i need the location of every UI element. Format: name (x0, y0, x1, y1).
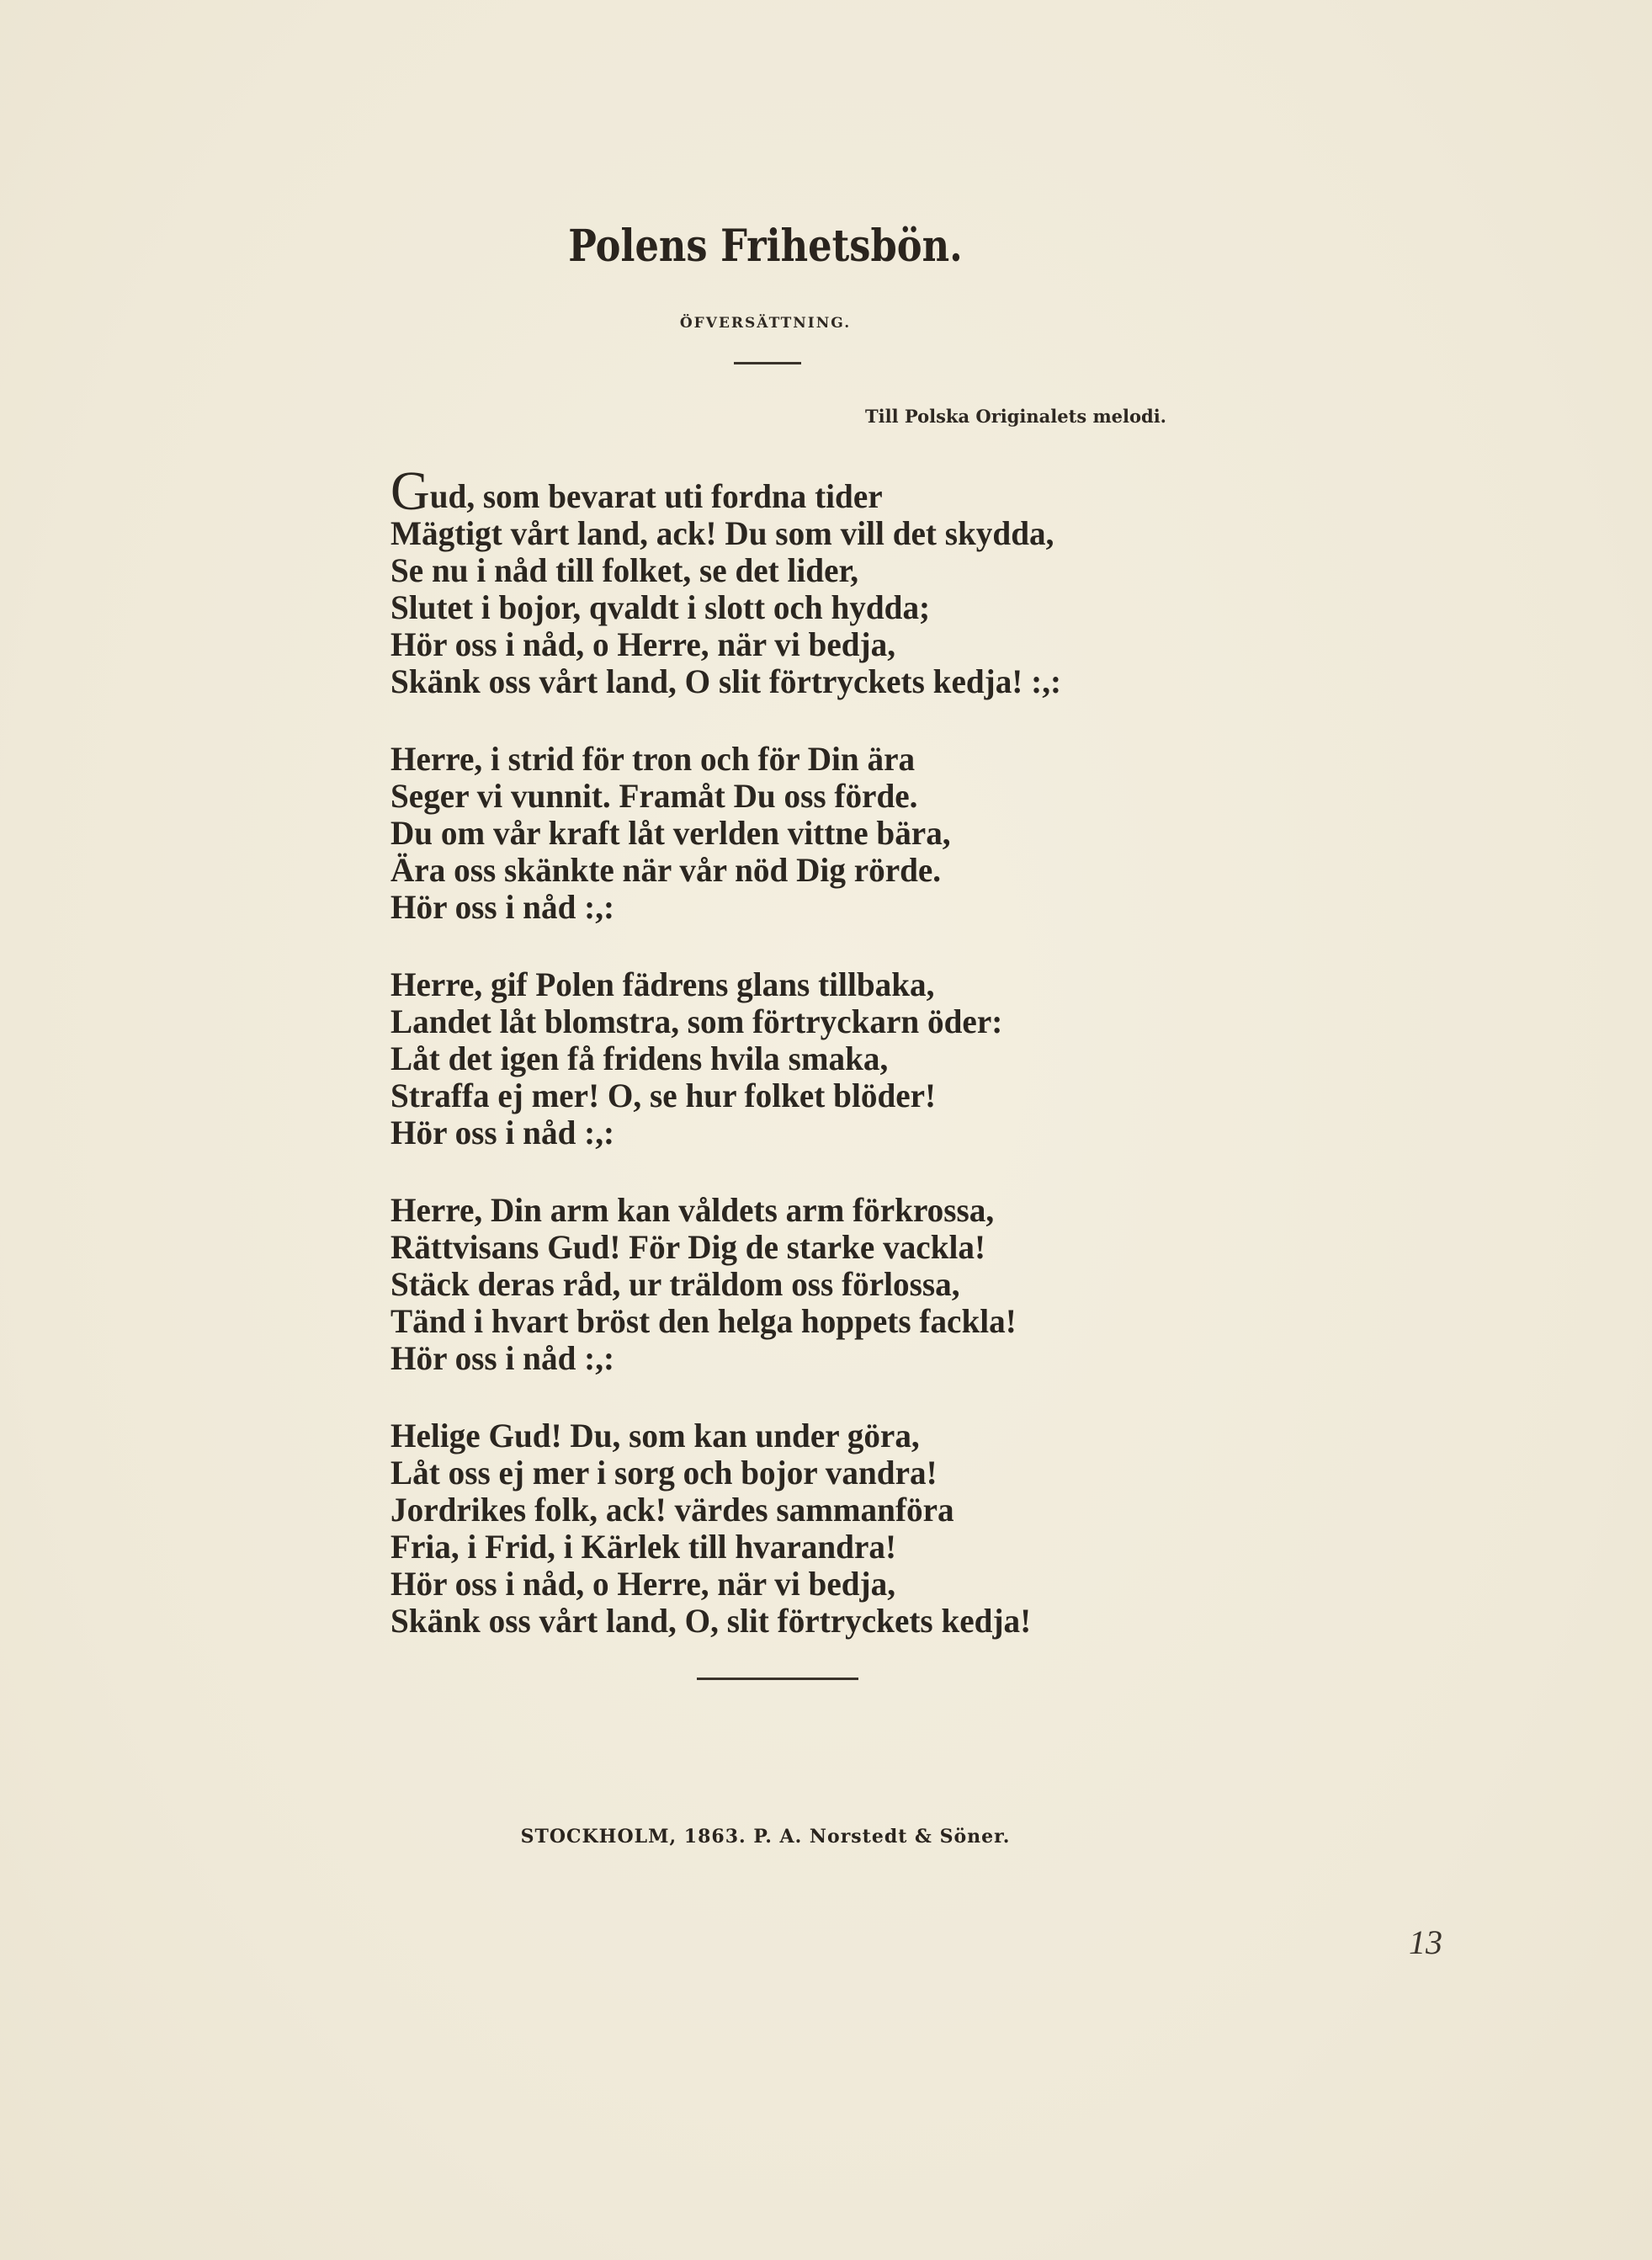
verse-line: Landet låt blomstra, som förtryckarn öder: (390, 1002, 1003, 1040)
stanza-2 (390, 741, 1283, 926)
poem-body (390, 460, 1283, 1680)
verse-line: Straffa ej mer! O, se hur folket blöder! (390, 1077, 937, 1114)
title-divider (734, 362, 801, 364)
verse-line: Helige Gud! Du, som kan under göra, (390, 1417, 920, 1454)
stanza-4 (390, 1192, 1283, 1377)
verse-line: Tänd i hvart bröst den helga hoppets fackla! (390, 1302, 1017, 1340)
verse-line: Skänk oss vårt land, O slit förtryckets kedja! :,: (390, 662, 1062, 700)
page-number: 13 (1409, 1923, 1442, 1961)
verse-line: Låt oss ej mer i sorg och bojor vandra! (390, 1454, 938, 1492)
verse-line: Seger vi vunnit. Framåt Du oss förde. (390, 777, 918, 815)
verse-line: Hör oss i nåd, o Herre, när vi bedja, (390, 625, 896, 663)
verse-line: Mägtigt vårt land, ack! Du som vill det skydda, (390, 514, 1054, 552)
poem-title: Polens Frihetsbön. (568, 221, 963, 272)
verse-line (390, 460, 1265, 522)
verse-line: Stäck deras råd, ur träldom oss förlossa, (390, 1265, 960, 1303)
verse-line: Hör oss i nåd, o Herre, när vi bedja, (390, 1565, 896, 1603)
verse-line: Jordrikes folk, ack! värdes sammanföra (390, 1491, 954, 1529)
verse-line: Hör oss i nåd :,: (390, 888, 615, 926)
verse-line-text: ud, som bevarat uti fordna tider (429, 477, 883, 515)
verse-line: Se nu i nåd till folket, se det lider, (390, 551, 859, 589)
stanza-1 (390, 460, 1283, 700)
verse-line: Rättvisans Gud! För Dig de starke vackla! (390, 1228, 986, 1266)
verse-line: Herre, i strid för tron och för Din ära (390, 740, 916, 778)
verse-line: Herre, gif Polen fädrens glans tillbaka, (390, 965, 935, 1003)
verse-line: Slutet i bojor, qvaldt i slott och hydda; (390, 588, 931, 626)
melody-note: Till Polska Originalets melodi. (865, 406, 1166, 427)
verse-line: Hör oss i nåd :,: (390, 1339, 615, 1377)
poem-subtitle: ÖFVERSÄTTNING. (679, 315, 852, 332)
verse-line: Skänk oss vårt land, O, slit förtryckets kedja! (390, 1602, 1032, 1640)
verse-line: Fria, i Frid, i Kärlek till hvarandra! (390, 1528, 897, 1566)
drop-initial: G (390, 460, 430, 522)
verse-line: Du om vår kraft låt verlden vittne bära, (390, 814, 951, 852)
verse-line: Ära oss skänkte när vår nöd Dig rörde. (390, 851, 942, 889)
stanza-5 (390, 1417, 1283, 1640)
end-divider (697, 1678, 858, 1680)
verse-line: Hör oss i nåd :,: (390, 1114, 615, 1151)
verse-line: Herre, Din arm kan våldets arm förkrossa, (390, 1191, 995, 1229)
imprint: STOCKHOLM, 1863. P. A. Norstedt & Söner. (520, 1826, 1011, 1848)
verse-line: Låt det igen få fridens hvila smaka, (390, 1040, 889, 1077)
stanza-3 (390, 966, 1283, 1151)
